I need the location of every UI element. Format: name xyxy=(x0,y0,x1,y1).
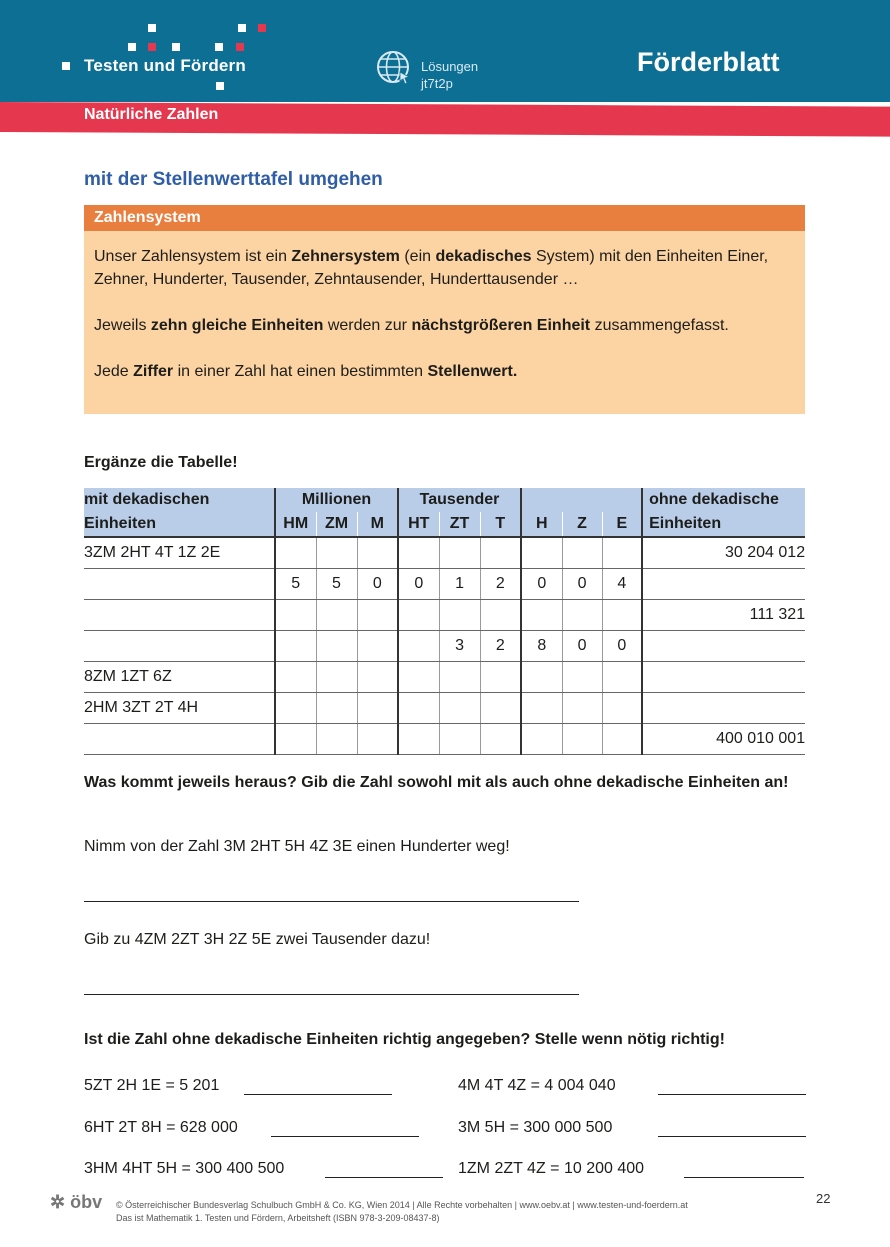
place-value-table xyxy=(84,488,805,755)
task-1-instruction: Ergänze die Tabelle! xyxy=(84,454,238,471)
cell-T[interactable] xyxy=(480,724,521,755)
page-number: 22 xyxy=(816,1191,831,1206)
group-millionen: Millionen xyxy=(275,488,398,512)
cell-ZM[interactable] xyxy=(316,662,357,693)
cell-Z[interactable]: 0 xyxy=(562,631,602,662)
footer-line-1: © Österreichischer Bundesverlag Schulbuch GmbH & Co. KG, Wien 2014 | Alle Rechte vorbehalten | www.oebv.at | www.testen-und-foerdern.at xyxy=(116,1200,688,1210)
correction-line-left-3[interactable] xyxy=(325,1163,443,1178)
cell-M[interactable] xyxy=(357,662,398,693)
cell-E[interactable] xyxy=(602,693,642,724)
solutions-link[interactable] xyxy=(421,58,478,92)
col-M: M xyxy=(357,512,398,537)
cell-Z[interactable] xyxy=(562,693,602,724)
cell-H[interactable] xyxy=(521,662,562,693)
equation-left-2: 6HT 2T 8H = 628 000 xyxy=(84,1119,238,1136)
publisher-logo-text: öbv xyxy=(70,1192,103,1212)
cell-T[interactable] xyxy=(480,600,521,631)
cell-H[interactable]: 0 xyxy=(521,569,562,600)
cell-HT[interactable] xyxy=(398,662,439,693)
cell-with-units[interactable] xyxy=(84,600,275,631)
answer-line-2[interactable] xyxy=(84,978,579,995)
cell-HT[interactable] xyxy=(398,693,439,724)
table-row xyxy=(84,631,805,662)
cell-H[interactable] xyxy=(521,537,562,569)
publisher-logo xyxy=(50,1192,102,1213)
cell-Z[interactable] xyxy=(562,662,602,693)
cell-ZT[interactable] xyxy=(439,537,480,569)
col-T: T xyxy=(480,512,521,537)
table-row xyxy=(84,600,805,631)
task-3-instruction: Ist die Zahl ohne dekadische Einheiten richtig angegeben? Stelle wenn nötig richtig! xyxy=(84,1031,725,1048)
cell-HT[interactable] xyxy=(398,724,439,755)
table-row xyxy=(84,662,805,693)
cell-T[interactable]: 2 xyxy=(480,631,521,662)
correction-line-right-2[interactable] xyxy=(658,1122,806,1137)
cell-E[interactable] xyxy=(602,724,642,755)
cell-with-units[interactable]: 8ZM 1ZT 6Z xyxy=(84,662,275,693)
cell-HM[interactable] xyxy=(275,631,316,662)
cell-M[interactable] xyxy=(357,631,398,662)
table-row xyxy=(84,537,805,569)
col-H: H xyxy=(521,512,562,537)
cell-ZM[interactable] xyxy=(316,537,357,569)
cell-with-units[interactable]: 2HM 3ZT 2T 4H xyxy=(84,693,275,724)
cell-HT[interactable] xyxy=(398,600,439,631)
cell-T[interactable] xyxy=(480,537,521,569)
cell-M[interactable] xyxy=(357,537,398,569)
cell-T[interactable]: 2 xyxy=(480,569,521,600)
solutions-label: Lösungen xyxy=(421,59,479,74)
cell-T[interactable] xyxy=(480,662,521,693)
header-without-units-1: ohne dekadische xyxy=(642,488,805,512)
question-1: Nimm von der Zahl 3M 2HT 5H 4Z 3E einen Hunderter weg! xyxy=(84,838,510,855)
cell-ZT[interactable] xyxy=(439,693,480,724)
task-2-instruction: Was kommt jeweils heraus? Gib die Zahl sowohl mit als auch ohne dekadische Einheiten an! xyxy=(84,774,789,791)
cell-with-units[interactable] xyxy=(84,569,275,600)
correction-line-left-1[interactable] xyxy=(244,1080,392,1095)
cell-M[interactable] xyxy=(357,693,398,724)
info-paragraph-2: Jeweils zehn gleiche Einheiten werden zur nächstgrößeren Einheit zusammengefasst. xyxy=(94,317,729,334)
cell-HM[interactable] xyxy=(275,724,316,755)
equation-left-3: 3HM 4HT 5H = 300 400 500 xyxy=(84,1160,285,1177)
correction-line-right-1[interactable] xyxy=(658,1080,806,1095)
cell-without-units[interactable] xyxy=(642,662,805,693)
col-HT: HT xyxy=(398,512,439,537)
table-row xyxy=(84,693,805,724)
info-paragraph-3: Jede Ziffer in einer Zahl hat einen bestimmten Stellenwert. xyxy=(94,363,518,380)
cell-Z[interactable]: 0 xyxy=(562,569,602,600)
solutions-code: jt7t2p xyxy=(421,76,453,91)
brand-name: Testen und Fördern xyxy=(84,56,246,75)
table-row xyxy=(84,724,805,755)
cell-ZT[interactable] xyxy=(439,600,480,631)
cell-without-units[interactable]: 30 204 012 xyxy=(642,537,805,569)
cell-E[interactable]: 4 xyxy=(602,569,642,600)
info-paragraph-1: Unser Zahlensystem ist ein Zehnersystem (ein dekadisches System) mit den Einheiten Einer, Zehner, Hunderter, Tausender, Zehntausender, Hunderttausender … xyxy=(94,248,769,288)
cell-H[interactable] xyxy=(521,600,562,631)
cell-ZT[interactable] xyxy=(439,662,480,693)
question-2: Gib zu 4ZM 2ZT 3H 2Z 5E zwei Tausender dazu! xyxy=(84,931,431,948)
header-with-units-1: mit dekadischen xyxy=(84,488,275,512)
header-with-units-2: Einheiten xyxy=(84,512,275,537)
cell-ZT[interactable]: 1 xyxy=(439,569,480,600)
publisher-logo-icon: ✲ xyxy=(50,1192,66,1212)
equation-right-2: 3M 5H = 300 000 500 xyxy=(458,1119,613,1136)
col-E: E xyxy=(602,512,642,537)
cell-H[interactable] xyxy=(521,724,562,755)
sheet-type-title: Förderblatt xyxy=(637,47,780,77)
header-without-units-2: Einheiten xyxy=(642,512,805,537)
cell-M[interactable] xyxy=(357,724,398,755)
group-tausender: Tausender xyxy=(398,488,521,512)
cell-E[interactable]: 0 xyxy=(602,631,642,662)
cell-ZM[interactable] xyxy=(316,600,357,631)
cell-ZM[interactable]: 5 xyxy=(316,569,357,600)
group-units xyxy=(521,488,642,512)
cell-without-units[interactable] xyxy=(642,569,805,600)
cell-HT[interactable] xyxy=(398,537,439,569)
cell-HM[interactable] xyxy=(275,693,316,724)
cell-ZT[interactable] xyxy=(439,724,480,755)
cell-HM[interactable]: 5 xyxy=(275,569,316,600)
cell-Z[interactable] xyxy=(562,600,602,631)
col-HM: HM xyxy=(275,512,316,537)
cell-with-units[interactable]: 3ZM 2HT 4T 1Z 2E xyxy=(84,537,275,569)
cell-Z[interactable] xyxy=(562,724,602,755)
topic-label: Natürliche Zahlen xyxy=(84,106,219,123)
cell-M[interactable] xyxy=(357,600,398,631)
cell-H[interactable] xyxy=(521,693,562,724)
cell-E[interactable] xyxy=(602,600,642,631)
cell-M[interactable]: 0 xyxy=(357,569,398,600)
footer-line-2: Das ist Mathematik 1. Testen und Fördern, Arbeitsheft (ISBN 978-3-209-08437-8) xyxy=(116,1213,440,1223)
cell-ZM[interactable] xyxy=(316,724,357,755)
globe-icon[interactable] xyxy=(376,50,412,86)
cell-ZM[interactable] xyxy=(316,631,357,662)
cell-without-units[interactable]: 400 010 001 xyxy=(642,724,805,755)
footer-copyright xyxy=(116,1199,688,1225)
col-ZT: ZT xyxy=(439,512,480,537)
section-title: mit der Stellenwerttafel umgehen xyxy=(84,169,383,190)
cell-ZM[interactable] xyxy=(316,693,357,724)
cell-E[interactable] xyxy=(602,662,642,693)
cell-HT[interactable]: 0 xyxy=(398,569,439,600)
cell-E[interactable] xyxy=(602,537,642,569)
table-row xyxy=(84,569,805,600)
cell-HM[interactable] xyxy=(275,600,316,631)
cell-H[interactable]: 8 xyxy=(521,631,562,662)
equation-right-3: 1ZM 2ZT 4Z = 10 200 400 xyxy=(458,1160,645,1177)
correction-line-right-3[interactable] xyxy=(684,1163,804,1178)
cell-without-units[interactable]: 111 321 xyxy=(642,600,805,631)
correction-line-left-2[interactable] xyxy=(271,1122,419,1137)
col-Z: Z xyxy=(562,512,602,537)
cell-ZT[interactable]: 3 xyxy=(439,631,480,662)
cell-with-units[interactable] xyxy=(84,631,275,662)
cell-T[interactable] xyxy=(480,693,521,724)
cell-without-units[interactable] xyxy=(642,693,805,724)
cell-HT[interactable] xyxy=(398,631,439,662)
cell-with-units[interactable] xyxy=(84,724,275,755)
cell-Z[interactable] xyxy=(562,537,602,569)
info-box-body xyxy=(84,231,805,414)
cell-without-units[interactable] xyxy=(642,631,805,662)
cell-HM[interactable] xyxy=(275,537,316,569)
equation-right-1: 4M 4T 4Z = 4 004 040 xyxy=(458,1077,616,1094)
cell-HM[interactable] xyxy=(275,662,316,693)
answer-line-1[interactable] xyxy=(84,885,579,902)
equation-left-1: 5ZT 2H 1E = 5 201 xyxy=(84,1077,220,1094)
info-box-title: Zahlensystem xyxy=(84,205,805,231)
col-ZM: ZM xyxy=(316,512,357,537)
